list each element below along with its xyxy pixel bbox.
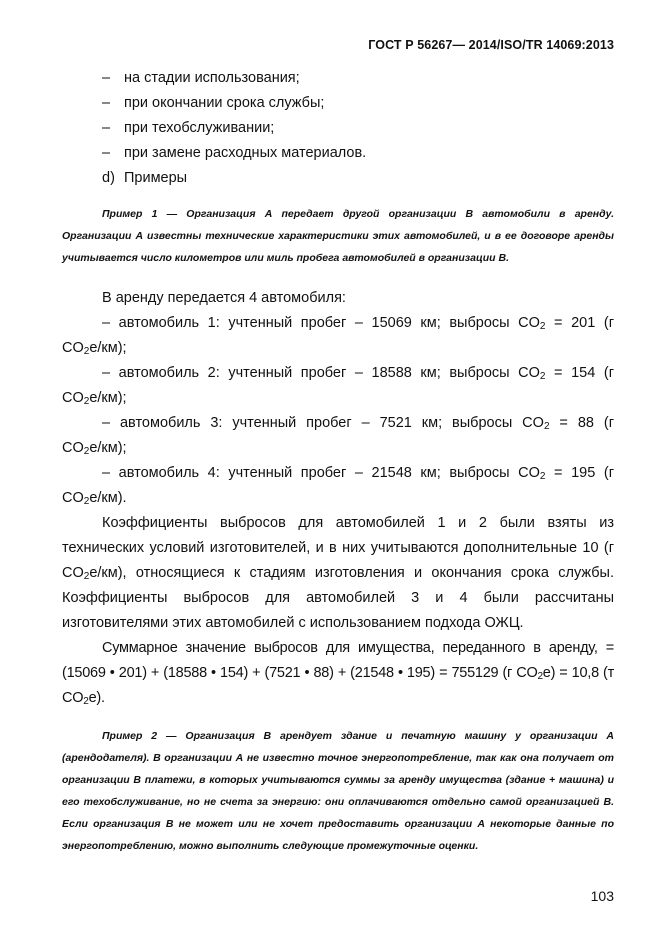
section-d-heading	[62, 166, 614, 191]
list-item	[62, 116, 614, 141]
list-item	[62, 66, 614, 91]
list-item-text: при техобслуживании;	[124, 120, 275, 136]
car-item-2-unit: $CO_2е/км$);	[62, 390, 127, 407]
page-content	[62, 66, 614, 857]
car-item-4-unit: $CO_2е/км$).	[62, 490, 127, 507]
car-item-2: – автомобиль 2: учтенный пробег – 18588 км; выбросы $CO_2 = 154$ (г	[102, 365, 614, 382]
car-item-3: – автомобиль 3: учтенный пробег – 7521 км; выбросы $CO_2 = 88$ (г	[102, 415, 614, 432]
list-item	[62, 91, 614, 116]
coefficients-paragraph: Коэффициенты выбросов для автомобилей 1 и 2 были взяты из технических условий изготовителей, и в них учитываются дополнительные 10 (г $CO_2е/км$), относящиеся к стадиям изготовления и окончания срока службы. Коэффициенты выбросов для автомобилей 3 и 4 были рассчитаны изготовителями этих автомобилей с использованием подхода ОЖЦ.	[62, 515, 614, 631]
list-dash: –	[102, 145, 111, 161]
car-item-3-unit: $CO_2е/км$);	[62, 440, 127, 457]
list-item	[62, 141, 614, 166]
section-d-title: Примеры	[124, 170, 188, 186]
list-item-text: на стадии использования;	[124, 70, 300, 86]
list-dash: –	[102, 95, 111, 111]
list-dash: –	[102, 70, 111, 86]
rental-intro: В аренду передается 4 автомобиля:	[102, 290, 346, 306]
car-list	[62, 311, 614, 511]
list-item-text: при замене расходных материалов.	[124, 145, 367, 161]
list-item-text: при окончании срока службы;	[124, 95, 325, 111]
car-item-1: – автомобиль 1: учтенный пробег – 15069 км; выбросы $CO_2 = 201$ (г	[102, 315, 614, 332]
document-header: ГОСТ Р 56267— 2014/ISO/TR 14069:2013	[368, 38, 614, 52]
example-2-note: Пример 2 — Организация В арендует здание и печатную машину у организации А (арендодателя). В организации А не известно точное энергопотребление, так как она получает от организации В платежи, в которых учитываются суммы за аренду имущества (здание + машина) и его техобслуживание, но не счета за энергию: они оплачиваются отдельно самой организацией В. Если организация В не может или не хочет предоставить организации А некоторые данные по энергопотреблению, можно выполнить следующие промежуточные оценки.	[62, 730, 614, 852]
page-number: 103	[590, 888, 614, 904]
example-1-note: Пример 1 — Организация А передает другой организации В автомобили в аренду. Организации А известны технические характеристики этих автомобилей, и в ее договоре аренды учитывается число километров или миль пробега автомобилей в организации В.	[62, 208, 614, 264]
list-dash: –	[102, 120, 111, 136]
section-d-marker: d)	[102, 170, 115, 186]
car-item-4: – автомобиль 4: учтенный пробег – 21548 км; выбросы $CO_2 = 195$ (г	[102, 465, 614, 482]
lifecycle-stage-list	[62, 66, 614, 166]
summary-paragraph: Суммарное значение выбросов для имущества, переданного в аренду, = (15069 • 201) + (18588 • 154) + (7521 • 88) + (21548 • 195) = 755129 (г $CO_2е) = 10,8$ (т $CO_2е$).	[62, 640, 614, 707]
car-item-1-unit: $CO_2е/км$);	[62, 340, 127, 357]
